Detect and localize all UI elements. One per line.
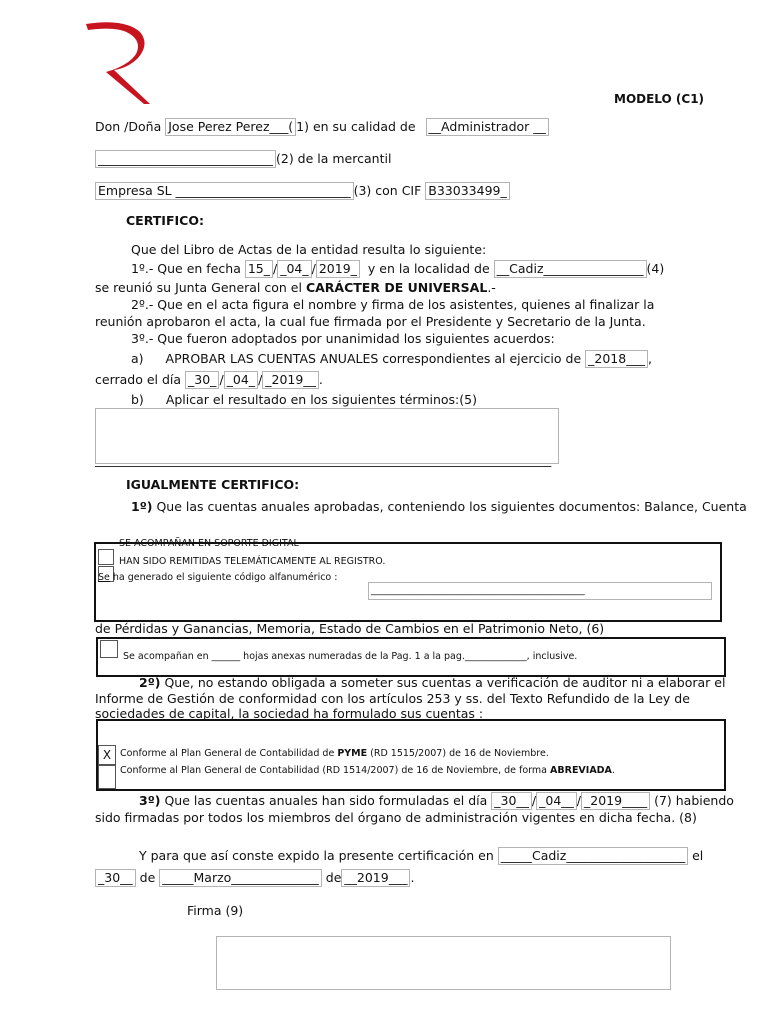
igual1-line: 1º) Que las cuentas anuales aprobadas, conteniendo los siguientes documentos: Balance, Cuenta [131,499,747,514]
line-mercantil: ____________________________ (2) de la mercantil [95,150,391,168]
cerrado-line: cerrado el día _30_ / _04_ / _2019__ . [95,372,323,387]
igual2-line2: Informe de Gestión de conformidad con los artículos 253 y ss. del Texto Refundido de la Ley de [95,691,690,706]
item2-line2: reunión aprobaron el acta, la cual fue firmada por el Presidente y Secretario de la Junta. [95,314,646,329]
perdidas-line: de Pérdidas y Ganancias, Memoria, Estado de Cambios en el Patrimonio Neto, (6) [95,621,605,636]
expido-place-field[interactable]: _____Cadiz___________________ [498,847,688,865]
digital-checkbox[interactable] [98,549,114,565]
codigo-field[interactable]: _____________________________________________ [368,582,712,600]
formuladas-month-field[interactable]: _04__ [536,792,577,810]
role-field[interactable]: __Administrador __ [426,118,549,136]
igualmente-heading: IGUALMENTE CERTIFICO: [126,477,300,492]
expido-line: Y para que así conste expido la presente certificación en _____Cadiz___________________ el [139,848,704,863]
fecha-month-field[interactable]: _04_ [277,260,311,278]
fecha-day-field[interactable]: 15_ [245,260,273,278]
igual3-line2: sido firmadas por todos los miembros del órgano de administración vigentes en dicha fecha. (8) [95,810,697,825]
ejercicio-field[interactable]: _2018___ [585,350,648,368]
fecha-mes-field[interactable]: _____Marzo______________ [159,869,322,887]
igual2-line3: sociedades de capital, la sociedad ha formulado sus cuentas : [95,706,484,721]
firma-box[interactable] [216,936,671,990]
plan-pyme-line: Conforme al Plan General de Contabilidad de PYME (RD 1515/2007) de 16 de Noviembre. [120,748,549,759]
firma-label: Firma (9) [187,903,244,918]
cerrado-day-field[interactable]: _30_ [185,371,219,389]
company-field[interactable]: Empresa SL ____________________________ [95,182,354,200]
pag-field[interactable]: _____________ [464,651,527,662]
certifico-heading: CERTIFICO: [126,213,204,228]
item2-line1: 2º.- Que en el acta figura el nombre y firma de los asistentes, quienes al finalizar la [131,297,655,312]
line-don: Don /Doña Jose Perez Perez___( 1) en su calidad de __Administrador __ [95,118,549,136]
plan-abreviada-line: Conforme al Plan General de Contabilidad (RD 1514/2007) de 16 de Noviembre, de forma ABREVIADA. [120,765,615,776]
pyme-checkbox[interactable]: X [98,745,116,765]
anexas-checkbox[interactable] [100,640,118,658]
line-empresa: Empresa SL ____________________________ (3) con CIF B33033499_ [95,182,510,200]
name-field[interactable]: Jose Perez Perez___( [165,118,296,136]
item3-line: 3º.- Que fueron adoptados por unanimidad los siguientes acuerdos: [131,331,555,346]
item1b-line: se reunió su Junta General con el CARÁCTER DE UNIVERSAL.- [95,280,496,295]
acuerdo-b-line: b) Aplicar el resultado en los siguientes términos:(5) [131,392,477,407]
digital-line1: SE ACOMPAÑAN EN SOPORTE DIGITAL [119,538,299,549]
cif-field[interactable]: B33033499_ [425,182,509,200]
item1-line: 1º.- Que en fecha 15_ / _04_ / 2019_ y en la localidad de __Cadiz________________ (4) [131,261,665,276]
modelo-label: MODELO (C1) [614,92,705,106]
fecha-line: _30__ de _____Marzo______________ de __2019___ . [95,869,414,887]
igual3-line1: 3º) Que las cuentas anuales han sido formuladas el día _30__ / _04__ / _2019____ (7) habiendo [139,793,734,808]
formuladas-year-field[interactable]: _2019____ [581,792,650,810]
resultado-underline: _________________________________________________________________________ [95,452,552,467]
abreviada-checkbox[interactable] [98,765,116,789]
hojas-field[interactable]: ______ [211,651,241,662]
fecha-anio-field[interactable]: __2019___ [341,869,410,887]
cerrado-year-field[interactable]: _2019__ [262,371,319,389]
company-logo [84,18,156,108]
acuerdo-a-line: a) APROBAR LAS CUENTAS ANUALES correspondientes al ejercicio de _2018___ , [131,351,652,366]
digital-line3: Se ha generado el siguiente código alfanumérico : [98,572,338,583]
entity-blank-field[interactable]: ____________________________ [95,150,276,168]
digital-line2: HAN SIDO REMITIDAS TELEMÁTICAMENTE AL REGISTRO. [119,556,386,567]
fecha-year-field[interactable]: 2019_ [316,260,360,278]
cerrado-month-field[interactable]: _04_ [224,371,258,389]
formuladas-day-field[interactable]: _30__ [491,792,532,810]
anexas-line: Se acompañan en ______ hojas anexas numeradas de la Pag. 1 a la pag._____________, inclusive. [123,651,578,662]
localidad-field[interactable]: __Cadiz________________ [494,260,647,278]
intro-text: Que del Libro de Actas de la entidad resulta lo siguiente: [131,242,487,257]
igual2-line1: 2º) Que, no estando obligada a someter sus cuentas a verificación de auditor ni a elaborar el [139,675,726,690]
fecha-dia-field[interactable]: _30__ [95,869,136,887]
